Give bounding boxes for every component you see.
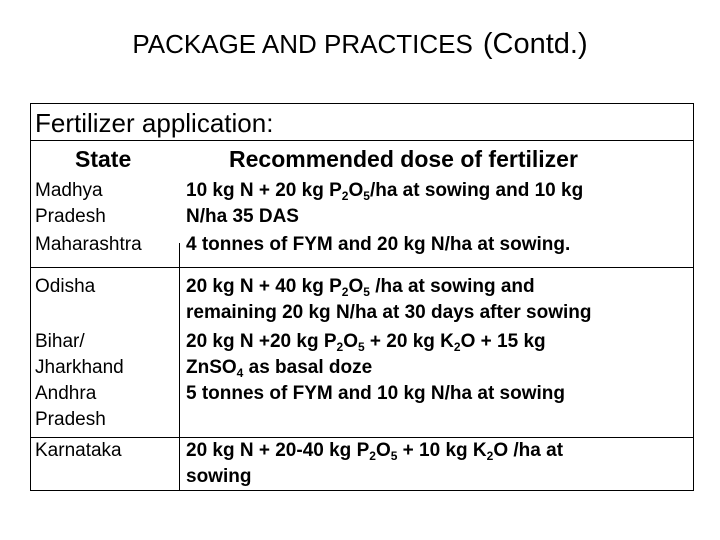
state-bihar-jharkhand: Bihar/ Jharkhand [35, 331, 124, 378]
section-heading: Fertilizer application: [35, 108, 274, 138]
heading-divider [31, 140, 693, 141]
fertilizer-table-frame [30, 103, 694, 491]
row-divider [31, 267, 693, 268]
dose-maharashtra: 4 tonnes of FYM and 20 kg N/ha at sowing. [186, 234, 571, 255]
state-maharashtra: Maharashtra [35, 234, 142, 255]
dose-odisha: 20 kg N + 40 kg $P_2O_5$ /ha at sowing and remaining 20 kg N/ha at 30 days after sowing [186, 276, 592, 323]
state-odisha: Odisha [35, 276, 96, 297]
dose-bihar-jharkhand: 20 kg N +20 kg $P_2O_5 + 20$ kg $K_2O + 15$ kg ZnSO$_4$ as basal doze [186, 331, 546, 380]
dose-karnataka: 20 kg N + 20-40 kg $P_2O_5 + 10$ kg $K_2O$ /ha at sowing [186, 440, 564, 487]
slide-title [0, 28, 720, 61]
header-state: State [75, 146, 132, 172]
column-divider [179, 243, 180, 491]
title-main: PACKAGE AND PRACTICES [132, 29, 473, 59]
header-dose: Recommended dose of fertilizer [229, 146, 578, 172]
dose-madhya-pradesh: 10 kg N + 20 kg $P_2O_5/ha$ at sowing and 10 kg N/ha 35 DAS [186, 180, 584, 227]
title-contd: (Contd.) [482, 28, 588, 60]
state-karnataka: Karnataka [35, 440, 122, 461]
state-madhya-pradesh: Madhya Pradesh [35, 180, 106, 227]
state-andhra-pradesh: Andhra Pradesh [35, 383, 106, 430]
dose-andhra-pradesh: 5 tonnes of FYM and 10 kg N/ha at sowing [186, 383, 565, 404]
